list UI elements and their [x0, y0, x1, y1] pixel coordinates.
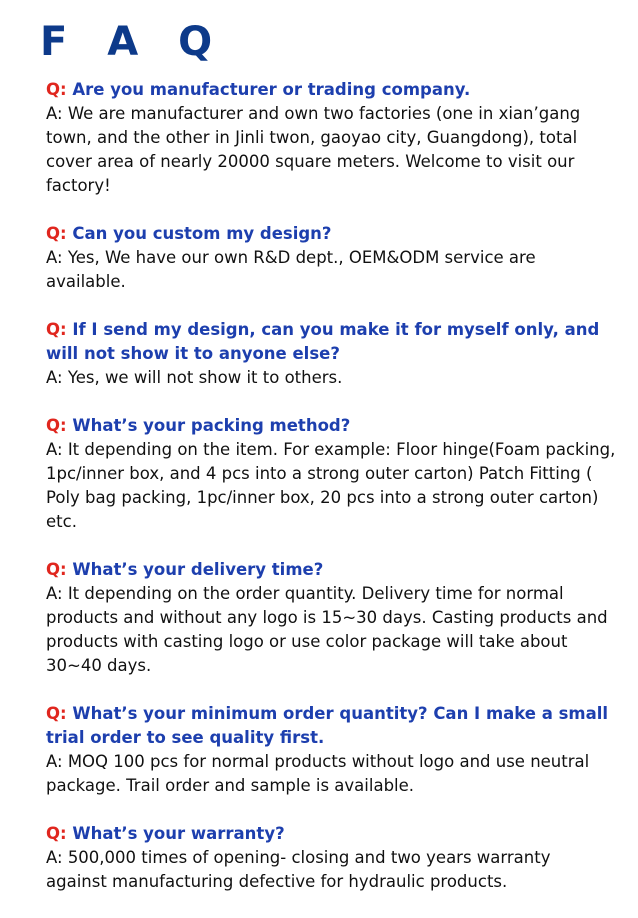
answer-prefix: A:	[46, 248, 63, 267]
answer-text: We are manufacturer and own two factories (one in xian’gang town, and the other in Jinli twon, gaoyao city, Guangdong), total cover area of nearly 20000 square meters. Welcome to visit our factory!	[46, 104, 581, 195]
question-text: Are you manufacturer or trading company.	[72, 80, 471, 99]
faq-item	[46, 414, 616, 534]
answer-prefix: A:	[46, 752, 63, 771]
question-text: Can you custom my design?	[72, 224, 332, 243]
faq-answer	[46, 102, 616, 198]
faq-question	[46, 558, 616, 582]
faq-item	[46, 822, 616, 894]
answer-text: 500,000 times of opening- closing and two years warranty against manufacturing defective for hydraulic products.	[46, 848, 551, 891]
faq-answer	[46, 750, 616, 798]
question-prefix: Q:	[46, 704, 67, 723]
faq-question	[46, 318, 616, 366]
question-text: If I send my design, can you make it for myself only, and will not show it to anyone else?	[46, 320, 600, 363]
answer-text: MOQ 100 pcs for normal products without logo and use neutral package. Trail order and sample is available.	[46, 752, 590, 795]
answer-prefix: A:	[46, 104, 63, 123]
faq-question	[46, 414, 616, 438]
answer-prefix: A:	[46, 584, 63, 603]
question-text: What’s your warranty?	[72, 824, 285, 843]
page-title: F A Q	[40, 19, 226, 65]
answer-text: It depending on the item. For example: Floor hinge(Foam packing, 1pc/inner box, and 4 pcs into a strong outer carton) Patch Fitting ( Poly bag packing, 1pc/inner box, 20 pcs into a strong outer carton) etc.	[46, 440, 616, 531]
question-text: What’s your packing method?	[72, 416, 351, 435]
faq-answer	[46, 366, 616, 390]
faq-item	[46, 222, 616, 294]
answer-prefix: A:	[46, 368, 63, 387]
answer-text: It depending on the order quantity. Delivery time for normal products and without any logo is 15~30 days. Casting products and products with casting logo or use color package will take about 30~40 days.	[46, 584, 608, 675]
faq-question	[46, 822, 616, 846]
question-prefix: Q:	[46, 824, 67, 843]
question-prefix: Q:	[46, 320, 67, 339]
answer-prefix: A:	[46, 848, 63, 867]
question-text: What’s your delivery time?	[72, 560, 324, 579]
faq-item	[46, 702, 616, 798]
answer-text: Yes, we will not show it to others.	[67, 368, 343, 387]
faq-list	[46, 78, 616, 918]
faq-answer	[46, 438, 616, 534]
question-prefix: Q:	[46, 80, 67, 99]
faq-item	[46, 318, 616, 390]
question-prefix: Q:	[46, 560, 67, 579]
faq-question	[46, 702, 616, 750]
question-prefix: Q:	[46, 416, 67, 435]
faq-item	[46, 78, 616, 198]
faq-answer	[46, 846, 616, 894]
faq-question	[46, 222, 616, 246]
question-text: What’s your minimum order quantity? Can I make a small trial order to see quality first.	[46, 704, 609, 747]
question-prefix: Q:	[46, 224, 67, 243]
answer-text: Yes, We have our own R&D dept., OEM&ODM service are available.	[46, 248, 536, 291]
faq-answer	[46, 246, 616, 294]
faq-question	[46, 78, 616, 102]
faq-item	[46, 558, 616, 678]
answer-prefix: A:	[46, 440, 63, 459]
faq-answer	[46, 582, 616, 678]
